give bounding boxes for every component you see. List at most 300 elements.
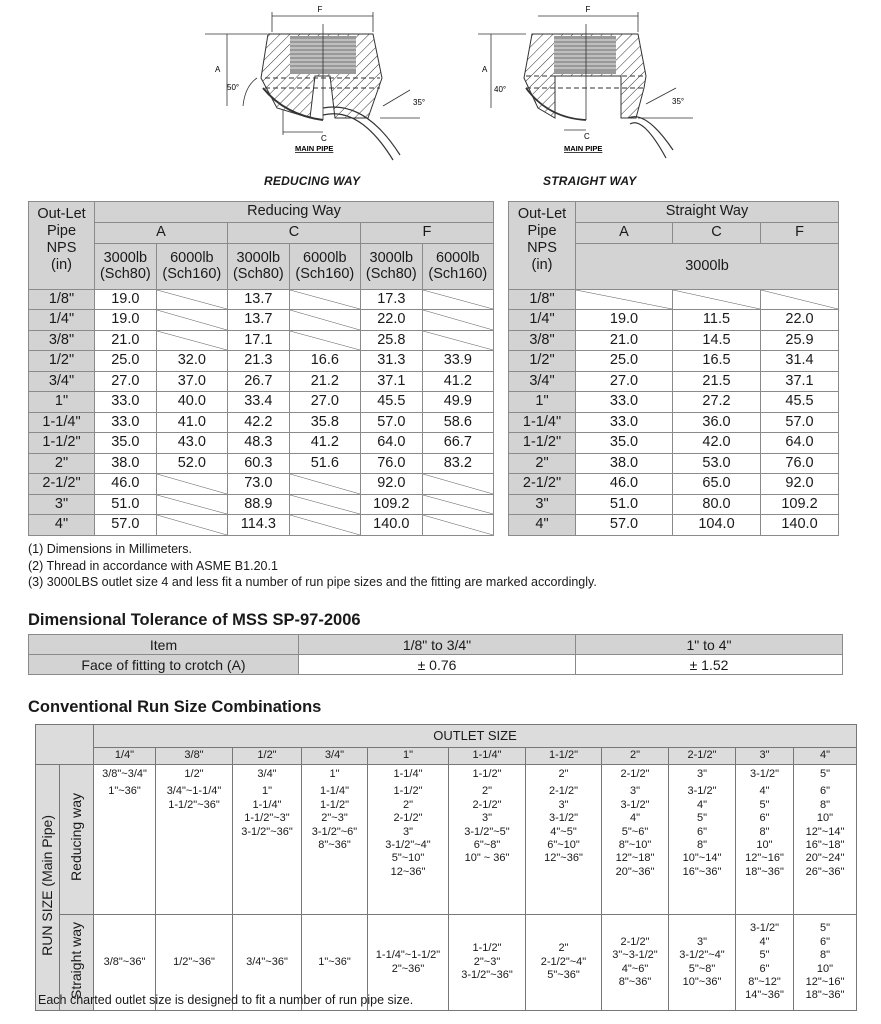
outlet-size-header-cell: 2-1/2"	[669, 748, 736, 765]
straight-run-cell	[736, 915, 794, 1011]
value-cell: 48.3	[227, 433, 289, 454]
run-size-value: 2"~3"	[321, 812, 348, 825]
table-row	[509, 433, 839, 454]
run-size-value: 8"~36"	[318, 839, 351, 852]
run-size-value: 1"~36"	[108, 785, 141, 798]
run-size-value: 1"~36"	[318, 955, 351, 968]
run-size-value: 12"~18"	[615, 852, 655, 865]
value-cell: 60.3	[227, 453, 289, 474]
run-size-value: 3-1/2"~36"	[461, 969, 513, 982]
value-cell: 42.0	[673, 433, 761, 454]
table-row	[509, 453, 839, 474]
nps-cell: 3/4"	[509, 371, 576, 392]
tolerance-table	[28, 634, 843, 675]
nps-cell: 2"	[29, 453, 95, 474]
run-size-value: 10"	[816, 962, 834, 975]
value-cell: 13.7	[227, 310, 289, 331]
run-size-value: 8"	[819, 798, 831, 811]
outlet-size-header-cell: 1-1/4"	[449, 748, 526, 765]
nps-cell: 1/2"	[509, 351, 576, 372]
value-cell: 49.9	[422, 392, 493, 413]
value-cell: 51.6	[289, 453, 360, 474]
run-size-value: 2-1/2"	[393, 812, 423, 825]
reducing-run-cell	[94, 765, 156, 915]
run-size-value: 4"~5"	[550, 825, 577, 838]
value-cell: 35.0	[95, 433, 157, 454]
outlet-size-header-cell: 1-1/2"	[526, 748, 602, 765]
nps-cell: 3/8"	[509, 330, 576, 351]
value-cell: 21.5	[673, 371, 761, 392]
outlet-size-header: OUTLET SIZE	[94, 725, 857, 748]
table-row	[509, 371, 839, 392]
reducing-run-cell	[602, 765, 669, 915]
table-row	[509, 392, 839, 413]
value-cell: 38.0	[95, 453, 157, 474]
run-size-value: 16"~18"	[805, 839, 845, 852]
corner-header: Out-Let Pipe NPS (in)	[29, 202, 95, 290]
tolerance-header-small: 1/8" to 3/4"	[299, 635, 576, 655]
run-size-value: 1"	[261, 785, 273, 798]
straight-way-diagram	[478, 0, 703, 170]
run-size-value: 12"~16"	[745, 852, 784, 865]
outlet-size-header-cell: 1"	[368, 748, 449, 765]
not-applicable-cell	[422, 474, 493, 495]
run-size-value: 2-1/2"	[620, 935, 650, 948]
value-cell: 41.2	[289, 433, 360, 454]
value-cell: 37.1	[761, 371, 839, 392]
run-size-table	[35, 724, 857, 1011]
reducing-run-cell	[669, 765, 736, 915]
nps-cell: 1/8"	[29, 289, 95, 310]
table-row	[509, 310, 839, 331]
tolerance-header-item: Item	[29, 635, 299, 655]
value-cell: 57.0	[95, 515, 157, 536]
run-size-value: 2"	[481, 785, 493, 798]
value-cell: 16.6	[289, 351, 360, 372]
run-size-value: 3-1/2"~6"	[311, 825, 358, 838]
run-size-value: 2"	[558, 942, 569, 955]
value-cell: 27.2	[673, 392, 761, 413]
run-size-value: 2-1/2"~4"	[540, 955, 587, 968]
group-header-f: F	[360, 222, 493, 243]
rating-header: 3000lb (Sch80)	[227, 243, 289, 289]
value-cell: 37.0	[156, 371, 227, 392]
run-size-value: 1-1/2"	[393, 785, 423, 798]
outlet-size-header-cell: 4"	[794, 748, 857, 765]
value-cell: 37.1	[360, 371, 422, 392]
value-cell: 21.2	[289, 371, 360, 392]
straight-run-cell	[669, 915, 736, 1011]
run-size-value: 5"	[759, 949, 770, 962]
run-size-value: 6"	[819, 785, 831, 798]
nps-cell: 1-1/4"	[509, 412, 576, 433]
run-size-value: 2-1/2"	[472, 798, 502, 811]
run-size-value: 3"	[558, 798, 569, 811]
value-cell: 109.2	[360, 494, 422, 515]
table-row	[29, 371, 494, 392]
run-size-value: 4"	[759, 785, 770, 798]
svg-text:C: C	[584, 132, 590, 141]
table-row	[509, 289, 839, 310]
run-size-value: 3-1/2"	[549, 812, 578, 825]
run-size-value: 5"~36"	[547, 969, 580, 982]
run-size-value: 1-1/2"~36"	[168, 798, 220, 811]
note-1: (1) Dimensions in Millimeters.	[28, 542, 192, 556]
nps-cell: 1/2"	[29, 351, 95, 372]
not-applicable-cell	[422, 330, 493, 351]
table-row	[29, 412, 494, 433]
run-size-value: 2-1/2"	[549, 785, 578, 798]
not-applicable-cell	[289, 515, 360, 536]
nps-cell: 2-1/2"	[29, 474, 95, 495]
run-size-value: 1-1/4"	[252, 798, 282, 811]
svg-text:A: A	[215, 65, 221, 74]
not-applicable-cell	[156, 515, 227, 536]
value-cell: 76.0	[761, 453, 839, 474]
reducing-run-cell	[449, 765, 526, 915]
run-size-value: 18"~36"	[805, 989, 845, 1002]
nps-cell: 3/8"	[29, 330, 95, 351]
run-size-value: 3"~3-1/2"	[612, 949, 658, 962]
value-cell: 11.5	[673, 310, 761, 331]
outlet-size-header-cell: 1/2"	[233, 748, 302, 765]
run-size-value: 2"	[558, 768, 569, 780]
not-applicable-cell	[422, 515, 493, 536]
rating-header: 3000lb (Sch80)	[360, 243, 422, 289]
value-cell: 16.5	[673, 351, 761, 372]
nps-cell: 1"	[29, 392, 95, 413]
value-cell: 26.7	[227, 371, 289, 392]
reducing-run-cell	[233, 765, 302, 915]
value-cell: 140.0	[360, 515, 422, 536]
run-size-value: 16"~36"	[682, 865, 722, 878]
value-cell: 36.0	[673, 412, 761, 433]
outlet-size-header-cell: 3/8"	[156, 748, 233, 765]
value-cell: 53.0	[673, 453, 761, 474]
notes	[28, 541, 597, 591]
table-row	[29, 392, 494, 413]
reducing-way-label: Reducing way	[60, 765, 94, 915]
value-cell: 45.5	[360, 392, 422, 413]
run-size-value: 3/8"~36"	[103, 955, 146, 968]
table-row	[509, 330, 839, 351]
run-size-value: 1-1/2"	[472, 768, 502, 780]
reducing-way-header: Reducing Way	[95, 202, 494, 223]
group-header-c: C	[673, 222, 761, 243]
value-cell: 41.0	[156, 412, 227, 433]
reducing-run-cell	[368, 765, 449, 915]
svg-text:F: F	[585, 5, 591, 14]
svg-text:A: A	[482, 65, 488, 74]
run-size-value: 5"	[819, 922, 831, 935]
group-header-f: F	[761, 222, 839, 243]
run-size-value: 8"~10"	[618, 839, 652, 852]
rating-header: 6000lb (Sch160)	[289, 243, 360, 289]
olet-cross-section-icon	[205, 0, 445, 170]
tolerance-header-large: 1" to 4"	[576, 635, 843, 655]
value-cell: 66.7	[422, 433, 493, 454]
value-cell: 17.3	[360, 289, 422, 310]
nps-cell: 1-1/4"	[29, 412, 95, 433]
run-size-footer: Each charted outlet size is designed to fit a number of run pipe size.	[38, 993, 414, 1007]
run-size-value: 3-1/2"~4"	[385, 839, 431, 852]
run-size-value: 10"~36"	[682, 975, 722, 988]
value-cell: 88.9	[227, 494, 289, 515]
run-size-value: 3/4"~36"	[246, 955, 288, 968]
svg-text:F: F	[317, 5, 323, 14]
value-cell: 109.2	[761, 494, 839, 515]
run-size-value: 3"	[481, 812, 493, 825]
value-cell: 92.0	[360, 474, 422, 495]
value-cell: 57.0	[360, 412, 422, 433]
straight-way-label: Straight way	[60, 915, 94, 1011]
value-cell: 52.0	[156, 453, 227, 474]
run-size-value: 1/2"	[184, 768, 204, 780]
value-cell: 73.0	[227, 474, 289, 495]
not-applicable-cell	[156, 330, 227, 351]
run-size-value: 3"	[629, 785, 641, 798]
not-applicable-cell	[289, 289, 360, 310]
nps-cell: 4"	[29, 515, 95, 536]
table-row	[509, 351, 839, 372]
outlet-size-header-cell: 1/4"	[94, 748, 156, 765]
value-cell: 33.0	[576, 412, 673, 433]
run-size-value: 2"~36"	[391, 962, 425, 975]
table-row	[29, 515, 494, 536]
straight-run-cell	[526, 915, 602, 1011]
value-cell: 83.2	[422, 453, 493, 474]
not-applicable-cell	[673, 289, 761, 310]
value-cell: 58.6	[422, 412, 493, 433]
run-size-value: 3-1/2"	[620, 798, 650, 811]
value-cell: 33.4	[227, 392, 289, 413]
run-size-value: 8"	[819, 949, 831, 962]
outlet-size-header-cell: 3/4"	[302, 748, 368, 765]
run-size-value: 3-1/2"	[687, 785, 717, 798]
reducing-run-cell	[302, 765, 368, 915]
value-cell: 25.8	[360, 330, 422, 351]
run-size-value: 3-1/2"~4"	[679, 949, 725, 962]
corner-blank	[36, 725, 94, 765]
run-size-value: 3"	[696, 935, 708, 948]
straight-run-cell	[602, 915, 669, 1011]
table-row	[29, 310, 494, 331]
value-cell: 21.3	[227, 351, 289, 372]
not-applicable-cell	[422, 310, 493, 331]
run-size-value: 12"~14"	[805, 825, 845, 838]
value-cell: 31.4	[761, 351, 839, 372]
value-cell: 80.0	[673, 494, 761, 515]
run-size-value: 3-1/2"~36"	[241, 825, 293, 838]
run-size-value: 26"~36"	[805, 865, 845, 878]
nps-cell: 3/4"	[29, 371, 95, 392]
run-size-value: 4"	[759, 935, 770, 948]
value-cell: 25.0	[576, 351, 673, 372]
not-applicable-cell	[289, 310, 360, 331]
nps-cell: 1-1/2"	[509, 433, 576, 454]
run-size-value: 3/4"~1-1/4"	[166, 785, 222, 798]
value-cell: 42.2	[227, 412, 289, 433]
run-size-value: 6"	[696, 825, 708, 838]
run-size-header: RUN SIZE (Main Pipe)	[36, 765, 60, 1011]
rating-header: 6000lb (Sch160)	[422, 243, 493, 289]
value-cell: 19.0	[95, 310, 157, 331]
run-size-value: 4"	[629, 812, 641, 825]
value-cell: 43.0	[156, 433, 227, 454]
value-cell: 38.0	[576, 453, 673, 474]
note-2: (2) Thread in accordance with ASME B1.20.1	[28, 558, 278, 573]
value-cell: 22.0	[360, 310, 422, 331]
run-size-value: 1-1/4"	[320, 785, 349, 798]
run-size-value: 2"~3"	[473, 955, 501, 968]
value-cell: 32.0	[156, 351, 227, 372]
nps-cell: 1-1/2"	[29, 433, 95, 454]
value-cell: 33.0	[95, 412, 157, 433]
run-size-value: 3-1/2"	[750, 768, 779, 780]
run-size-value: 14"~36"	[745, 989, 784, 1002]
run-size-value: 2-1/2"	[620, 768, 650, 780]
run-size-value: 3/4"	[257, 768, 277, 780]
value-cell: 35.0	[576, 433, 673, 454]
run-size-value: 3-1/2"~5"	[464, 825, 510, 838]
run-size-value: 12~36"	[390, 865, 426, 878]
run-size-value: 8"	[759, 825, 770, 838]
run-size-value: 6"	[759, 812, 770, 825]
svg-text:C: C	[321, 134, 327, 143]
value-cell: 22.0	[761, 310, 839, 331]
value-cell: 57.0	[761, 412, 839, 433]
not-applicable-cell	[289, 494, 360, 515]
table-row	[29, 330, 494, 351]
table-row	[29, 494, 494, 515]
run-size-value: 6"	[759, 962, 770, 975]
outlet-size-header-cell: 2"	[602, 748, 669, 765]
not-applicable-cell	[761, 289, 839, 310]
svg-text:40°: 40°	[494, 85, 507, 94]
group-header-a: A	[576, 222, 673, 243]
olet-cross-section-icon	[478, 0, 703, 170]
run-size-value: 6"~10"	[547, 839, 580, 852]
not-applicable-cell	[289, 474, 360, 495]
value-cell: 51.0	[576, 494, 673, 515]
nps-cell: 3"	[509, 494, 576, 515]
value-cell: 13.7	[227, 289, 289, 310]
value-cell: 21.0	[576, 330, 673, 351]
value-cell: 45.5	[761, 392, 839, 413]
not-applicable-cell	[156, 494, 227, 515]
reducing-way-table	[28, 201, 494, 536]
table-row	[509, 412, 839, 433]
run-size-value: 10"~14"	[682, 852, 722, 865]
value-cell: 65.0	[673, 474, 761, 495]
value-cell: 27.0	[289, 392, 360, 413]
run-size-value: 1-1/4"~1-1/2"	[375, 949, 441, 962]
run-size-value: 20"~36"	[615, 865, 655, 878]
straight-way-header: Straight Way	[576, 202, 839, 223]
value-cell: 31.3	[360, 351, 422, 372]
nps-cell: 2"	[509, 453, 576, 474]
run-size-value: 18"~36"	[745, 865, 784, 878]
value-cell: 14.5	[673, 330, 761, 351]
reducing-way-diagram	[205, 0, 445, 170]
not-applicable-cell	[156, 474, 227, 495]
run-size-value: 4"	[696, 798, 708, 811]
run-size-value: 12"~36"	[544, 852, 583, 865]
run-size-value: 3"	[402, 825, 414, 838]
run-size-value: 6"~8"	[473, 839, 501, 852]
run-size-value: 5"~8"	[688, 962, 716, 975]
run-size-value: 8"	[696, 839, 708, 852]
tolerance-row-label: Face of fitting to crotch (A)	[29, 655, 299, 675]
straight-run-cell	[794, 915, 857, 1011]
corner-header: Out-Let Pipe NPS (in)	[509, 202, 576, 290]
nps-cell: 1/4"	[509, 310, 576, 331]
run-size-value: 1"	[329, 768, 340, 780]
value-cell: 46.0	[576, 474, 673, 495]
value-cell: 64.0	[761, 433, 839, 454]
outlet-size-header-cell: 3"	[736, 748, 794, 765]
run-size-value: 5"	[759, 798, 770, 811]
nps-cell: 1/4"	[29, 310, 95, 331]
nps-cell: 2-1/2"	[509, 474, 576, 495]
svg-text:MAIN PIPE: MAIN PIPE	[564, 144, 603, 153]
run-size-value: 5"~10"	[391, 852, 425, 865]
value-cell: 27.0	[576, 371, 673, 392]
run-size-value: 12"~16"	[805, 975, 845, 988]
straight-run-cell	[449, 915, 526, 1011]
value-cell: 25.0	[95, 351, 157, 372]
run-size-value: 3/8"~3/4"	[102, 768, 147, 780]
run-size-value: 8"~12"	[748, 975, 781, 988]
nps-cell: 1"	[509, 392, 576, 413]
run-size-value: 1-1/2"~3"	[244, 812, 290, 825]
reducing-way-title: REDUCING WAY	[264, 174, 361, 188]
run-size-value: 6"	[819, 935, 831, 948]
nps-cell: 1/8"	[509, 289, 576, 310]
table-row	[29, 289, 494, 310]
straight-way-table	[508, 201, 839, 536]
nps-cell: 3"	[29, 494, 95, 515]
table-row	[509, 474, 839, 495]
reducing-run-cell	[794, 765, 857, 915]
not-applicable-cell	[156, 310, 227, 331]
value-cell: 64.0	[360, 433, 422, 454]
value-cell: 40.0	[156, 392, 227, 413]
table-row	[29, 453, 494, 474]
group-header-c: C	[227, 222, 360, 243]
table-row	[509, 494, 839, 515]
reducing-run-cell	[156, 765, 233, 915]
value-cell: 33.0	[95, 392, 157, 413]
run-size-value: 2"	[402, 798, 414, 811]
rating-header: 3000lb (Sch80)	[95, 243, 157, 289]
not-applicable-cell	[422, 289, 493, 310]
not-applicable-cell	[289, 330, 360, 351]
table-row	[29, 474, 494, 495]
run-size-value: 4"~6"	[621, 962, 649, 975]
run-size-value: 1-1/2"	[472, 942, 502, 955]
value-cell: 92.0	[761, 474, 839, 495]
svg-text:35°: 35°	[672, 97, 685, 106]
straight-way-title: STRAIGHT WAY	[543, 174, 637, 188]
reducing-run-cell	[526, 765, 602, 915]
run-size-value: 3"	[696, 768, 708, 780]
value-cell: 25.9	[761, 330, 839, 351]
rating-header: 6000lb (Sch160)	[156, 243, 227, 289]
value-cell: 41.2	[422, 371, 493, 392]
run-size-value: 1/2"~36"	[173, 955, 215, 968]
reducing-run-cell	[736, 765, 794, 915]
